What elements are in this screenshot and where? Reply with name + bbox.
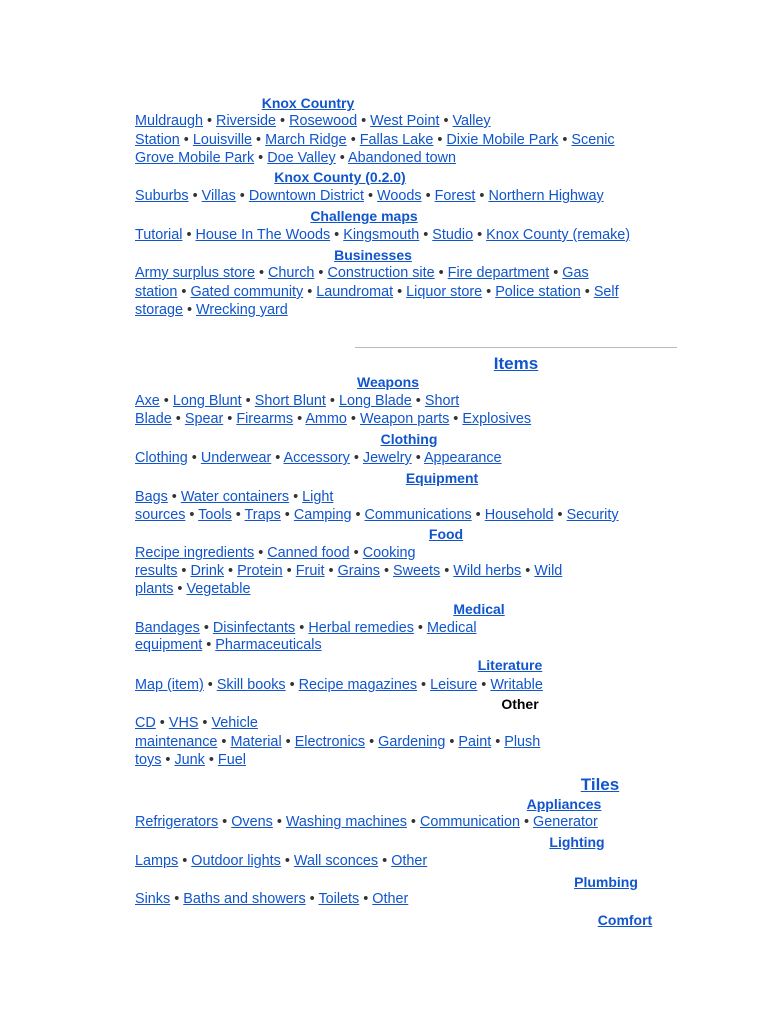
section-heading: Other <box>501 696 539 712</box>
bullet-separator: • <box>231 507 245 523</box>
nav-link[interactable]: Skill books <box>216 677 286 693</box>
bullet-separator: • <box>235 188 249 204</box>
bullet-separator: • <box>177 284 191 300</box>
link-row <box>135 890 408 908</box>
bullet-separator: • <box>293 411 306 427</box>
section-heading[interactable]: Tiles <box>580 775 620 794</box>
bullet-separator: • <box>183 302 197 318</box>
nav-link[interactable]: Grains <box>337 563 380 579</box>
nav-link[interactable]: Downtown District <box>248 188 364 204</box>
bullet-separator: • <box>285 677 299 693</box>
nav-link[interactable]: Tutorial <box>135 227 183 243</box>
section-heading[interactable]: Food <box>428 526 464 542</box>
nav-link[interactable]: Spear <box>184 411 224 427</box>
section-heading[interactable]: Medical <box>453 601 505 617</box>
section-heading[interactable]: Knox County (0.2.0) <box>274 169 406 185</box>
nav-link[interactable]: House In The Woods <box>195 227 331 243</box>
link-row <box>135 488 333 506</box>
bullet-separator: • <box>549 265 563 281</box>
nav-link[interactable]: Fallas Lake <box>359 132 434 148</box>
link-row <box>135 506 619 524</box>
section-heading[interactable]: Appliances <box>526 796 602 812</box>
nav-link[interactable]: Fire department <box>447 265 550 281</box>
nav-link[interactable]: Short <box>424 393 460 409</box>
nav-link[interactable]: Sinks <box>135 891 171 907</box>
bullet-separator: • <box>281 734 295 750</box>
bullet-separator: • <box>349 545 363 561</box>
bullet-separator: • <box>357 113 371 129</box>
nav-link[interactable]: Long Blunt <box>172 393 242 409</box>
nav-link[interactable]: Wall sconces <box>293 853 379 869</box>
nav-link[interactable]: VHS <box>168 715 199 731</box>
bullet-separator: • <box>421 188 435 204</box>
link-row <box>135 226 630 244</box>
nav-link[interactable]: equipment <box>135 637 203 653</box>
nav-link[interactable]: Outdoor lights <box>191 853 281 869</box>
nav-link[interactable]: Grove Mobile Park <box>135 150 255 166</box>
nav-link[interactable]: Sweets <box>393 563 441 579</box>
nav-link[interactable]: Louisville <box>192 132 253 148</box>
nav-link[interactable]: Security <box>566 507 619 523</box>
nav-link[interactable]: CD <box>135 715 156 731</box>
bullet-separator: • <box>351 507 365 523</box>
bullet-separator: • <box>282 563 296 579</box>
nav-link[interactable]: Medical <box>426 620 477 636</box>
bullet-separator: • <box>217 734 231 750</box>
nav-link[interactable]: plants <box>135 581 174 597</box>
bullet-separator: • <box>440 563 454 579</box>
bullet-separator: • <box>406 814 420 830</box>
link-row <box>135 852 427 870</box>
nav-link[interactable]: Communication <box>419 814 520 830</box>
bullet-separator: • <box>434 265 448 281</box>
nav-link[interactable]: Lamps <box>135 853 179 869</box>
bullet-separator: • <box>330 227 344 243</box>
section-heading[interactable]: Items <box>493 354 539 373</box>
bullet-separator: • <box>203 113 217 129</box>
nav-link[interactable]: Bandages <box>135 620 200 636</box>
bullet-separator: • <box>417 677 431 693</box>
bullet-separator: • <box>477 677 491 693</box>
bullet-separator: • <box>204 752 218 768</box>
link-row <box>135 813 598 831</box>
nav-link[interactable]: Pharmaceuticals <box>215 637 322 653</box>
nav-link[interactable]: Ammo <box>305 411 347 427</box>
nav-link[interactable]: Canned food <box>267 545 350 561</box>
nav-link[interactable]: Camping <box>293 507 352 523</box>
nav-link[interactable]: Police station <box>495 284 581 300</box>
bullet-separator: • <box>185 507 199 523</box>
nav-link[interactable]: Refrigerators <box>135 814 219 830</box>
bullet-separator: • <box>558 132 572 148</box>
nav-link[interactable]: Paint <box>458 734 492 750</box>
nav-link[interactable]: sources <box>135 507 186 523</box>
nav-link[interactable]: Army surplus store <box>135 265 255 281</box>
link-row <box>135 410 531 428</box>
link-row <box>135 187 604 205</box>
nav-link[interactable]: Washing machines <box>285 814 407 830</box>
bullet-separator: • <box>188 188 202 204</box>
bullet-separator: • <box>324 563 338 579</box>
bullet-separator: • <box>254 265 268 281</box>
section-heading[interactable]: Challenge maps <box>310 208 418 224</box>
bullet-separator: • <box>159 393 173 409</box>
nav-link[interactable]: West Point <box>370 113 440 129</box>
section-heading[interactable]: Comfort <box>597 912 653 928</box>
bullet-separator: • <box>199 620 213 636</box>
nav-link[interactable]: Light <box>302 489 334 505</box>
nav-link[interactable]: Fruit <box>295 563 325 579</box>
nav-link[interactable]: maintenance <box>135 734 218 750</box>
bullet-separator: • <box>411 393 425 409</box>
nav-link[interactable]: Toilets <box>318 891 360 907</box>
bullet-separator: • <box>305 891 319 907</box>
bullet-separator: • <box>393 284 407 300</box>
bullet-separator: • <box>378 853 392 869</box>
bullet-separator: • <box>170 891 184 907</box>
nav-link[interactable]: Other <box>372 891 409 907</box>
bullet-separator: • <box>433 132 447 148</box>
nav-link[interactable]: Writable <box>490 677 543 693</box>
nav-link[interactable]: Protein <box>237 563 283 579</box>
nav-link[interactable]: Scenic <box>571 132 615 148</box>
nav-link[interactable]: March Ridge <box>265 132 347 148</box>
nav-link[interactable]: Liquor store <box>406 284 483 300</box>
link-row <box>135 449 502 467</box>
nav-link[interactable]: Other <box>391 853 428 869</box>
bullet-separator: • <box>280 853 294 869</box>
nav-link[interactable]: Wrecking yard <box>196 302 288 318</box>
bullet-separator: • <box>218 814 232 830</box>
link-row <box>135 562 562 580</box>
nav-link[interactable]: Construction site <box>327 265 435 281</box>
bullet-separator: • <box>254 150 268 166</box>
bullet-separator: • <box>335 150 348 166</box>
nav-link[interactable]: Communications <box>364 507 472 523</box>
section-heading[interactable]: Clothing <box>380 431 438 447</box>
bullet-separator: • <box>553 507 567 523</box>
bullet-separator: • <box>177 563 191 579</box>
nav-link[interactable]: Clothing <box>135 450 188 466</box>
nav-link[interactable]: Long Blade <box>338 393 412 409</box>
bullet-separator: • <box>161 752 175 768</box>
bullet-separator: • <box>280 507 294 523</box>
bullet-separator: • <box>276 113 290 129</box>
nav-link[interactable]: Weapon parts <box>359 411 450 427</box>
nav-link[interactable]: Cooking <box>362 545 416 561</box>
link-row <box>135 264 589 282</box>
nav-link[interactable]: Jewelry <box>362 450 412 466</box>
nav-link[interactable]: Studio <box>432 227 474 243</box>
nav-link[interactable]: Vehicle <box>211 715 258 731</box>
nav-link[interactable]: Axe <box>135 393 160 409</box>
link-row <box>135 112 491 130</box>
bullet-separator: • <box>173 581 187 597</box>
nav-link[interactable]: Suburbs <box>135 188 189 204</box>
link-row <box>135 283 619 301</box>
bullet-separator: • <box>365 734 379 750</box>
bullet-separator: • <box>171 411 185 427</box>
bullet-separator: • <box>272 814 286 830</box>
link-row <box>135 544 416 562</box>
nav-link[interactable]: Appearance <box>423 450 502 466</box>
nav-link[interactable]: results <box>135 563 178 579</box>
nav-link[interactable]: Junk <box>174 752 205 768</box>
bullet-separator: • <box>379 563 394 579</box>
nav-link[interactable]: toys <box>135 752 162 768</box>
section-heading[interactable]: Equipment <box>405 470 479 486</box>
link-row <box>135 714 258 732</box>
nav-link[interactable]: Electronics <box>294 734 366 750</box>
bullet-separator: • <box>202 637 216 653</box>
nav-link[interactable]: Riverside <box>216 113 277 129</box>
nav-link[interactable]: Knox County (remake) <box>486 227 631 243</box>
nav-link[interactable]: Recipe magazines <box>298 677 418 693</box>
nav-link[interactable]: Gas <box>562 265 589 281</box>
nav-link[interactable]: Blade <box>135 411 172 427</box>
nav-link[interactable]: Self <box>593 284 619 300</box>
nav-link[interactable]: Wild herbs <box>453 563 522 579</box>
bullet-separator: • <box>295 620 309 636</box>
link-row <box>135 131 615 149</box>
nav-link[interactable]: Rosewood <box>289 113 358 129</box>
nav-link[interactable]: Valley <box>452 113 491 129</box>
link-row <box>135 619 477 637</box>
link-row <box>135 580 250 598</box>
nav-link[interactable]: Leisure <box>430 677 478 693</box>
bullet-separator: • <box>224 563 238 579</box>
bullet-separator: • <box>364 188 378 204</box>
bullet-separator: • <box>349 450 363 466</box>
section-heading[interactable]: Plumbing <box>574 874 638 890</box>
bullet-separator: • <box>346 132 360 148</box>
bullet-separator: • <box>439 113 453 129</box>
nav-link[interactable]: Laundromat <box>316 284 394 300</box>
bullet-separator: • <box>241 393 255 409</box>
section-divider <box>355 347 677 348</box>
link-row <box>135 751 246 769</box>
nav-link[interactable]: Forest <box>434 188 476 204</box>
nav-link[interactable]: Gardening <box>378 734 446 750</box>
nav-link[interactable]: Wild <box>534 563 563 579</box>
bullet-separator: • <box>223 411 237 427</box>
nav-link[interactable]: Drink <box>190 563 225 579</box>
nav-link[interactable]: Underwear <box>200 450 272 466</box>
nav-link[interactable]: Generator <box>533 814 598 830</box>
section-heading[interactable]: Knox Country <box>261 95 355 111</box>
nav-link[interactable]: Woods <box>377 188 422 204</box>
section-heading[interactable]: Weapons <box>357 374 419 390</box>
nav-link[interactable]: Water containers <box>180 489 290 505</box>
bullet-separator: • <box>167 489 181 505</box>
nav-link[interactable]: Tools <box>198 507 232 523</box>
bullet-separator: • <box>413 620 427 636</box>
bullet-separator: • <box>445 734 459 750</box>
link-row <box>135 733 540 751</box>
section-heading[interactable]: Businesses <box>334 247 412 263</box>
bullet-separator: • <box>325 393 339 409</box>
nav-link[interactable]: Ovens <box>231 814 273 830</box>
nav-link[interactable]: Household <box>484 507 554 523</box>
nav-link[interactable]: storage <box>135 302 183 318</box>
nav-link[interactable]: Abandoned town <box>348 150 457 166</box>
nav-link[interactable]: Fuel <box>217 752 246 768</box>
section-heading[interactable]: Lighting <box>549 834 605 850</box>
link-row <box>135 392 459 410</box>
bullet-separator: • <box>254 545 268 561</box>
bullet-separator: • <box>521 563 535 579</box>
bullet-separator: • <box>198 715 212 731</box>
nav-link[interactable]: Vegetable <box>186 581 251 597</box>
nav-link[interactable]: station <box>135 284 178 300</box>
nav-link[interactable]: Material <box>230 734 282 750</box>
bullet-separator: • <box>471 507 485 523</box>
nav-link[interactable]: Disinfectants <box>212 620 296 636</box>
nav-link[interactable]: Doe Valley <box>267 150 336 166</box>
nav-link[interactable]: Firearms <box>236 411 294 427</box>
nav-link[interactable]: Map (item) <box>135 677 204 693</box>
nav-link[interactable]: Traps <box>244 507 281 523</box>
bullet-separator: • <box>419 227 433 243</box>
bullet-separator: • <box>289 489 303 505</box>
nav-link[interactable]: Church <box>268 265 315 281</box>
bullet-separator: • <box>155 715 169 731</box>
link-row <box>135 301 288 319</box>
nav-link[interactable]: Accessory <box>283 450 350 466</box>
bullet-separator: • <box>182 227 196 243</box>
nav-link[interactable]: Herbal remedies <box>308 620 414 636</box>
bullet-separator: • <box>203 677 217 693</box>
bullet-separator: • <box>271 450 284 466</box>
bullet-separator: • <box>482 284 496 300</box>
link-row <box>135 149 456 167</box>
bullet-separator: • <box>580 284 594 300</box>
bullet-separator: • <box>519 814 533 830</box>
nav-link[interactable]: Dixie Mobile Park <box>446 132 559 148</box>
bullet-separator: • <box>491 734 505 750</box>
nav-link[interactable]: Explosives <box>462 411 532 427</box>
nav-link[interactable]: Gated community <box>190 284 304 300</box>
nav-link[interactable]: Northern Highway <box>488 188 604 204</box>
section-heading[interactable]: Literature <box>477 657 543 673</box>
bullet-separator: • <box>346 411 360 427</box>
bullet-separator: • <box>303 284 317 300</box>
bullet-separator: • <box>314 265 328 281</box>
nav-link[interactable]: Baths and showers <box>183 891 306 907</box>
nav-link[interactable]: Kingsmouth <box>343 227 420 243</box>
link-row <box>135 636 322 654</box>
link-row <box>135 676 543 694</box>
bullet-separator: • <box>178 853 192 869</box>
bullet-separator: • <box>449 411 463 427</box>
nav-link[interactable]: Bags <box>135 489 168 505</box>
nav-link[interactable]: Station <box>135 132 180 148</box>
nav-link[interactable]: Muldraugh <box>135 113 203 129</box>
bullet-separator: • <box>411 450 424 466</box>
bullet-separator: • <box>359 891 373 907</box>
bullet-separator: • <box>252 132 266 148</box>
nav-link[interactable]: Recipe ingredients <box>135 545 255 561</box>
nav-link[interactable]: Short Blunt <box>254 393 326 409</box>
nav-link[interactable]: Plush <box>504 734 541 750</box>
bullet-separator: • <box>179 132 193 148</box>
bullet-separator: • <box>187 450 201 466</box>
bullet-separator: • <box>473 227 487 243</box>
bullet-separator: • <box>475 188 489 204</box>
nav-link[interactable]: Villas <box>201 188 236 204</box>
